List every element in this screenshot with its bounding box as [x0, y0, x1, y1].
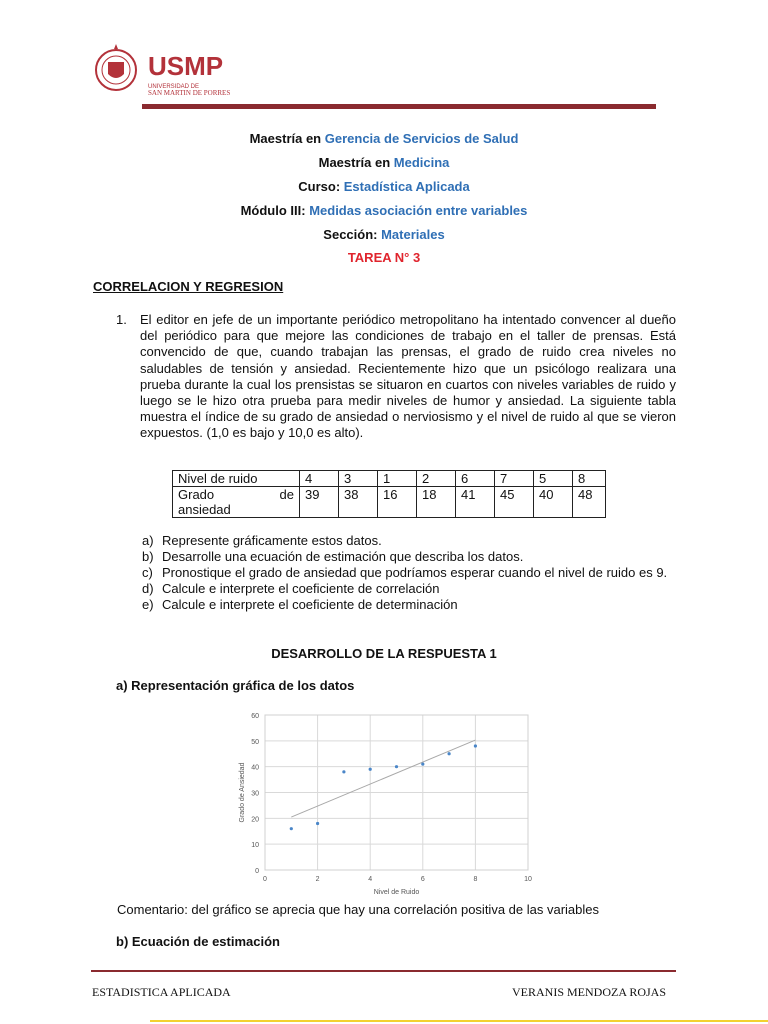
list-item	[142, 581, 674, 597]
program-line-1: Maestría en Gerencia de Servicios de Salud	[249, 131, 519, 146]
table-cell: 38	[339, 487, 378, 518]
list-item	[142, 549, 674, 565]
y-axis-label: Grado de Ansiedad	[239, 762, 246, 823]
item-text: Calcule e interprete el coeficiente de determinación	[162, 597, 458, 612]
table-cell: 4	[300, 471, 339, 487]
problem-paragraph	[116, 312, 676, 442]
item-letter: d)	[142, 581, 154, 596]
section-title: CORRELACION Y REGRESION	[93, 279, 284, 294]
item-letter: c)	[142, 565, 153, 580]
label-part: Grado	[178, 487, 215, 502]
y-tick-label: 20	[251, 816, 259, 824]
problem-number: 1.	[116, 312, 127, 327]
item-text: Desarrolle una ecuación de estimación que describa los datos.	[162, 549, 524, 564]
data-point	[448, 752, 451, 755]
item-text: Calcule e interprete el coeficiente de correlación	[162, 581, 440, 596]
table-cell: 8	[573, 471, 606, 487]
bottom-accent-rule	[150, 1020, 768, 1022]
problem-text: El editor en jefe de un importante periódico metropolitano ha intentado convencer al dueño del periódico para que mejore las condiciones de trabajo en el taller de prensas. Está convencido de que, cuando trabajan las prensas, el grado de ruido crea niveles no saludables de tensión y ansiedad. Recientemente hizo que un psicólogo realizara una prueba durante la cual los prensistas se situaron en cuartos con niveles variables de ruido y luego se le hizo otra prueba para medir niveles de humor y ansiedad. La siguiente tabla muestra el índice de su grado de ansiedad o nerviosismo y el nivel de ruido al que se vieron expuestos. (1,0 es bajo y 10,0 es alto).	[140, 312, 676, 441]
data-point	[316, 822, 319, 825]
x-axis-label: Nivel de Ruido	[373, 889, 420, 896]
footer-course: ESTADISTICA APLICADA	[92, 985, 231, 999]
row-label-ansiedad	[173, 487, 300, 518]
table-cell: 39	[300, 487, 339, 518]
x-tick-label: 8	[473, 876, 478, 883]
row-label-ruido: Nivel de ruido	[173, 471, 300, 487]
table-cell: 5	[534, 471, 573, 487]
scatter-chart	[230, 700, 540, 900]
section-line: Sección: Materiales	[323, 227, 445, 242]
table-cell: 16	[378, 487, 417, 518]
item-text: Pronostique el grado de ansiedad que podríamos esperar cuando el nivel de ruido es 9.	[162, 565, 668, 580]
table-cell: 1	[378, 471, 417, 487]
x-tick-label: 2	[315, 876, 320, 883]
table-cell: 45	[495, 487, 534, 518]
table-cell: 6	[456, 471, 495, 487]
subsection-b-title: b) Ecuación de estimación	[116, 934, 280, 949]
header-rule	[142, 104, 656, 109]
data-point	[342, 770, 345, 773]
table-cell: 40	[534, 487, 573, 518]
x-tick-label: 0	[263, 876, 267, 883]
logo-name: USMP	[148, 51, 224, 81]
table-cell: 3	[339, 471, 378, 487]
list-item	[142, 597, 674, 613]
label-part: de	[279, 487, 294, 502]
table-cell: 7	[495, 471, 534, 487]
item-letter: e)	[142, 597, 154, 612]
y-tick-label: 0	[255, 868, 259, 875]
table-cell: 48	[573, 487, 606, 518]
subsection-a-title: a) Representación gráfica de los datos	[116, 678, 355, 693]
module-line: Módulo III: Medidas asociación entre variables	[240, 203, 528, 218]
list-item	[142, 533, 674, 549]
item-letter: b)	[142, 549, 154, 564]
y-tick-label: 60	[251, 713, 259, 720]
data-table	[172, 470, 606, 518]
table-cell: 41	[456, 487, 495, 518]
data-point	[369, 768, 372, 771]
logo-subtitle-2: SAN MARTIN DE PORRES	[148, 89, 231, 97]
logo-subtitle: UNIVERSIDAD DE	[148, 84, 200, 90]
footer-author: VERANIS MENDOZA ROJAS	[511, 985, 666, 999]
course-line: Curso: Estadística Aplicada	[298, 179, 470, 194]
y-tick-label: 30	[251, 790, 259, 798]
task-title: TAREA N° 3	[347, 250, 421, 265]
data-point	[421, 762, 424, 765]
x-tick-label: 10	[524, 876, 532, 883]
x-tick-label: 4	[368, 876, 373, 883]
y-tick-label: 40	[251, 764, 259, 772]
table-cell: 2	[417, 471, 456, 487]
data-point	[395, 765, 398, 768]
task-list	[142, 533, 674, 613]
footer-rule	[91, 970, 676, 972]
table-cell: 18	[417, 487, 456, 518]
y-tick-label: 50	[251, 738, 259, 746]
program-line-2: Maestría en Medicina	[318, 155, 450, 170]
usmp-logo	[94, 40, 244, 100]
item-text: Represente gráficamente estos datos.	[162, 533, 382, 548]
y-tick-label: 10	[251, 842, 259, 850]
list-item	[142, 565, 674, 581]
item-letter: a)	[142, 533, 154, 548]
data-point	[290, 827, 293, 830]
label-part: ansiedad	[178, 502, 231, 517]
development-title: DESARROLLO DE LA RESPUESTA 1	[271, 646, 497, 661]
x-tick-label: 6	[420, 876, 425, 883]
trendline	[291, 740, 475, 817]
table-row	[173, 471, 606, 487]
chart-comment: Comentario: del gráfico se aprecia que hay una correlación positiva de las variables	[117, 902, 599, 917]
table-row	[173, 487, 606, 518]
data-point	[474, 744, 477, 747]
